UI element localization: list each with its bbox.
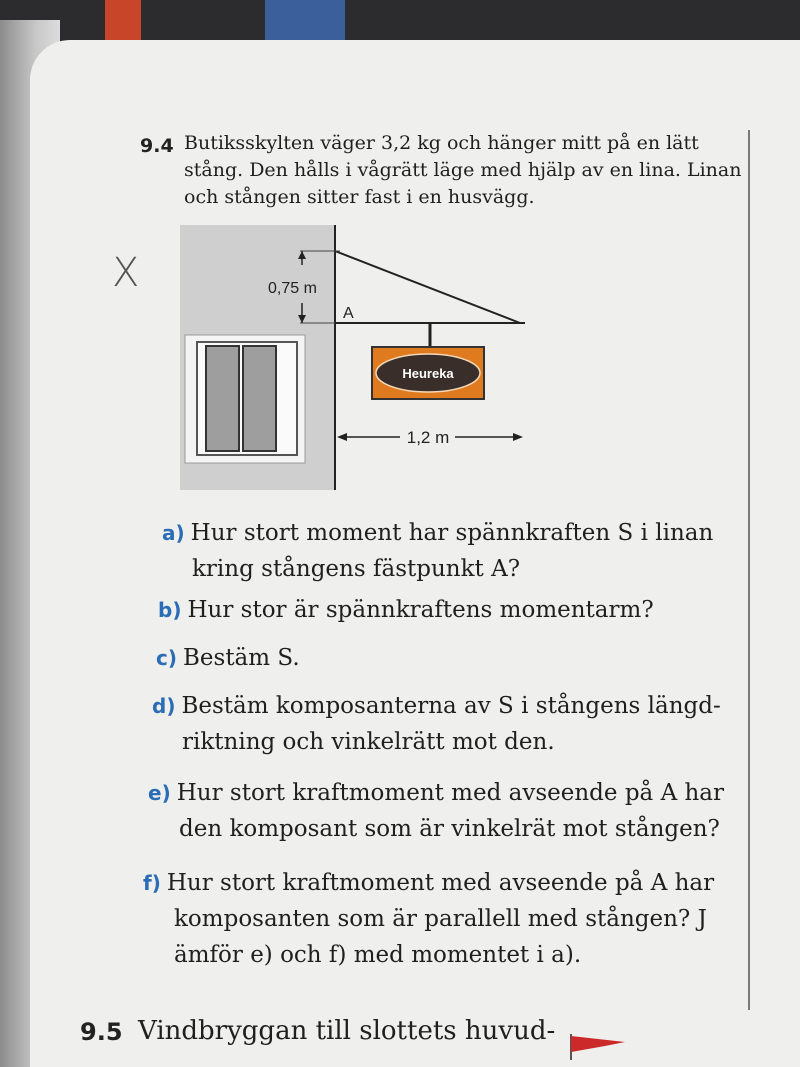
question-line: Bestäm S. [183,645,300,671]
problem-text: Butiksskylten väger 3,2 kg och hänger mitt på en lätt stång. Den hålls i vågrätt läge med hjälp av en lina. Linan och stången sitter fast i en husvägg. [184,132,742,208]
question-line: den komposant som är vinkelrät mot stången? [179,816,720,842]
question-line: Hur stort moment har spännkraften S i linan [190,520,714,546]
sign-text: Heureka [402,366,454,381]
handwritten-x-mark: X [112,250,140,296]
next-problem-text: Vindbryggan till slottets huvud- [138,1016,556,1046]
question-line: Bestäm komposanterna av S i stångens längd- [181,693,721,719]
window-pane-right [243,346,276,451]
question-label: b) [158,598,182,622]
question-e [148,775,724,847]
question-line: komposanten som är parallell med stången? J [174,906,707,932]
height-label: 0,75 m [268,280,317,297]
length-arrowhead-left [337,433,347,441]
question-label: a) [162,521,185,545]
question-b [158,592,654,628]
problem-number: 9.4 [140,135,174,157]
next-problem-number: 9.5 [80,1018,123,1046]
question-label: e) [148,781,171,805]
question-line: Hur stort kraftmoment med avseende på A har [176,780,725,806]
question-line: Hur stor är spännkraftens momentarm? [187,597,654,623]
length-arrowhead-right [513,433,523,441]
bookmark-tab-blue [265,0,345,40]
page-margin-line [748,130,750,1010]
question-c [156,640,300,676]
question-line: Hur stort kraftmoment med avseende på A har [166,870,715,896]
length-label: 1,2 m [406,428,450,447]
question-d [152,688,721,760]
question-label: f) [143,871,161,895]
sign-diagram [180,225,525,495]
wire [335,251,520,323]
question-label: c) [156,646,177,670]
question-a [162,515,713,587]
question-f [143,865,714,973]
flag-icon [565,1030,635,1060]
point-a-label: A [343,305,354,322]
question-label: d) [152,694,176,718]
question-line: kring stångens fästpunkt A? [192,556,521,582]
question-line: riktning och vinkelrätt mot den. [182,729,555,755]
question-line: ämför e) och f) med momentet i a). [174,942,582,968]
window-pane-left [206,346,239,451]
